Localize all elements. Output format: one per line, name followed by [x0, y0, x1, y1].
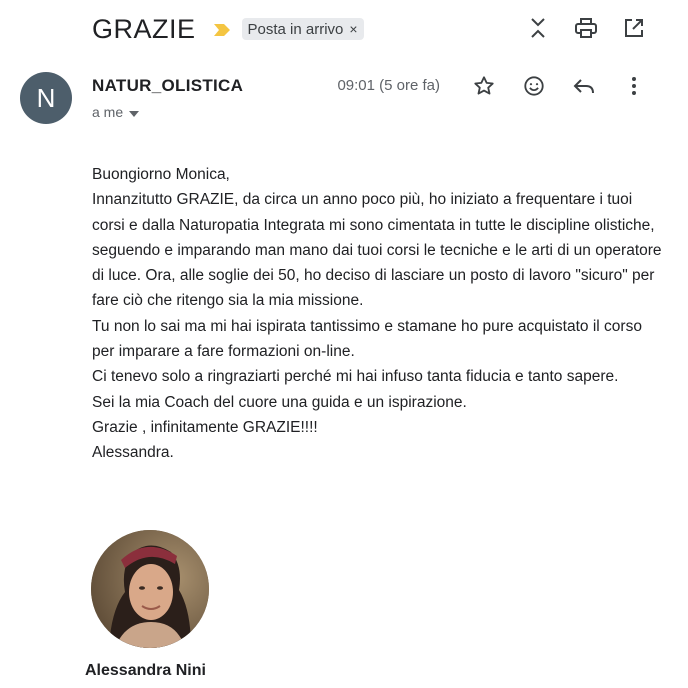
recipient-details[interactable] [92, 104, 139, 120]
label-chip-inbox[interactable] [242, 18, 364, 40]
reply-icon[interactable] [572, 74, 596, 98]
message-actions [472, 74, 646, 98]
body-line: Buongiorno Monica, [92, 166, 230, 183]
email-subject: GRAZIE [92, 13, 196, 44]
body-line: Sei la mia Coach del cuore una guida e un ispirazione. [92, 393, 467, 411]
body-line: Tu non lo sai ma mi hai ispirata tantissimo e stamane ho pure acquistato il corso per imparare a fare formazioni on-line. [92, 317, 642, 361]
message-body [92, 162, 662, 466]
importance-marker-icon[interactable] [214, 23, 230, 35]
subject-row [92, 12, 364, 46]
open-new-window-icon[interactable] [622, 16, 646, 40]
body-line: Alessandra. [92, 444, 174, 462]
star-icon[interactable] [472, 74, 496, 98]
chevron-down-icon[interactable] [129, 104, 139, 120]
recipient-label: a me [92, 104, 124, 120]
remove-label-button[interactable]: × [349, 21, 358, 37]
expand-collapse-icon[interactable] [526, 16, 550, 40]
body-line: Innanzitutto GRAZIE, da circa un anno poco più, ho iniziato a frequentare i tuoi corsi e dalla Naturopatia Integrata mi sono cimentata in tutte le discipline olistiche, seguendo e imparando man mano dai tuoi corsi le tecniche e le arti di un operatore di luce. Ora, alle soglie dei 50, ho deciso di lasciare un posto di lavoro "sicuro" per fare ciò che ritengo sia la mia missione. [92, 191, 662, 310]
body-line: Ci tenevo solo a ringraziarti perché mi hai infuso tanta fiducia e tanto sapere. [92, 368, 619, 386]
signature-photo [91, 530, 209, 648]
sender-name[interactable]: NATUR_OLISTICA [92, 76, 244, 95]
message-time: 09:01 (5 ore fa) [337, 77, 440, 94]
label-chip-text: Posta in arrivo [247, 20, 344, 38]
emoji-icon[interactable] [522, 74, 546, 98]
print-icon[interactable] [574, 16, 598, 40]
thread-actions [526, 16, 646, 40]
sender-avatar[interactable]: N [20, 72, 72, 124]
more-vert-icon[interactable] [622, 74, 646, 98]
signature-name: Alessandra Nini [85, 662, 206, 679]
body-line: Grazie , infinitamente GRAZIE!!!! [92, 418, 318, 436]
